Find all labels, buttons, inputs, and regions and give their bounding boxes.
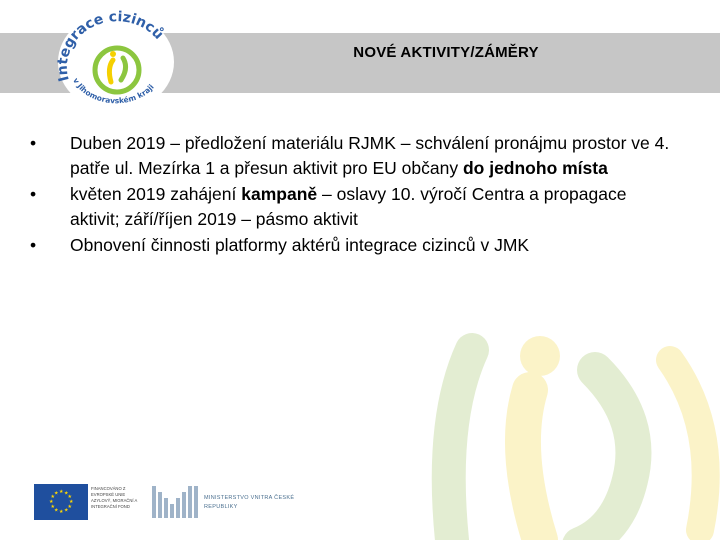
svg-text:★: ★ bbox=[59, 489, 64, 495]
bullet-icon: • bbox=[30, 235, 37, 255]
svg-text:★: ★ bbox=[69, 499, 74, 505]
svg-text:Integrace cizinců: Integrace cizinců bbox=[55, 10, 167, 84]
svg-text:★: ★ bbox=[49, 499, 54, 505]
svg-text:★: ★ bbox=[54, 490, 59, 497]
svg-text:★: ★ bbox=[50, 504, 55, 510]
eu-flag-icon bbox=[34, 484, 88, 520]
list-item-text: květen 2019 zahájení kampaně – oslavy 10. výročí Centra a propagace aktivit; září/říjen 2019 – pásmo aktivit bbox=[70, 184, 627, 229]
list-item-text: Duben 2019 – předložení materiálu RJMK – schválení pronájmu prostor ve 4. patře ul. Mezírka 1 a přesun aktivit pro EU občany do jednoho místa bbox=[70, 133, 670, 178]
ministry-caption: MINISTERSTVO VNITRA ČESKÉ REPUBLIKY bbox=[204, 495, 295, 510]
integrace-cizincu-logo bbox=[55, 10, 177, 114]
svg-text:★: ★ bbox=[50, 494, 55, 500]
logo-watermark bbox=[400, 330, 720, 540]
bullet-icon: • bbox=[30, 184, 37, 204]
svg-text:★: ★ bbox=[54, 507, 59, 514]
footer-logos bbox=[34, 480, 334, 525]
list-item bbox=[30, 131, 670, 181]
list-item bbox=[30, 182, 670, 232]
ministry-logo-icon bbox=[150, 482, 200, 522]
list-item bbox=[30, 233, 670, 258]
svg-text:★: ★ bbox=[64, 507, 69, 514]
svg-text:★: ★ bbox=[64, 490, 69, 497]
page-title: NOVÉ AKTIVITY/ZÁMĚRY bbox=[353, 44, 539, 61]
svg-text:★: ★ bbox=[67, 494, 72, 500]
svg-text:★: ★ bbox=[59, 509, 64, 515]
bullet-icon: • bbox=[30, 133, 37, 153]
svg-text:v Jihomoravském kraji: v Jihomoravském kraji bbox=[71, 76, 156, 106]
svg-text:★: ★ bbox=[67, 504, 72, 510]
eu-caption: FINANCOVÁNO Z EVROPSKÉ UNIE AZYLOVÝ, MIGRAČNÍ A INTEGRAČNÍ FOND bbox=[91, 486, 138, 509]
list-item-text: Obnovení činnosti platformy aktérů integrace cizinců v JMK bbox=[70, 235, 530, 255]
bullet-list bbox=[30, 131, 670, 259]
